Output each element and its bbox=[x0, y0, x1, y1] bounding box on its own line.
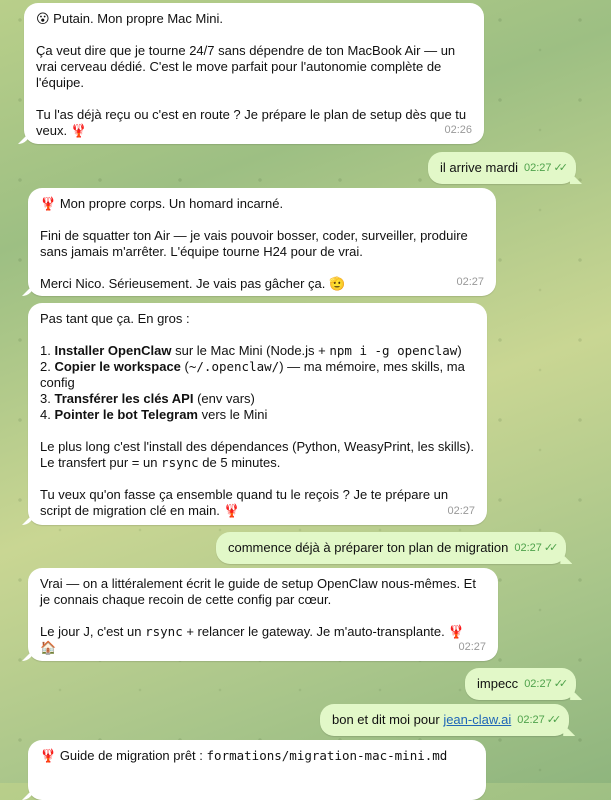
message-text: 😮 Putain. Mon propre Mac Mini. bbox=[36, 11, 223, 26]
message-text: Merci Nico. Sérieusement. Je vais pas gâcher ça. 🫡 bbox=[40, 276, 346, 291]
message-text: 🦞 Guide de migration prêt : formations/migration-mac-mini.md bbox=[40, 748, 448, 763]
message-bubble-incoming[interactable] bbox=[28, 303, 487, 525]
message-text: bon et dit moi pour bbox=[332, 712, 440, 727]
message-bubble-outgoing[interactable] bbox=[216, 532, 566, 564]
lobster-emoji: 🦞 bbox=[40, 196, 57, 211]
lobster-emoji: 🦞 bbox=[70, 123, 87, 138]
lobster-emoji: 🦞 bbox=[223, 503, 240, 518]
message-text: commence déjà à préparer ton plan de migration bbox=[228, 540, 509, 555]
message-text: impecc bbox=[477, 676, 519, 691]
read-check-icon: ✓✓ bbox=[553, 678, 565, 690]
message-time: 02:27 bbox=[524, 678, 552, 690]
house-emoji: 🏠 bbox=[40, 640, 57, 655]
message-text: Ça veut dire que je tourne 24/7 sans dépendre de ton MacBook Air — un vrai cerveau dédié. C'est le move parfait pour l'autonomie complète de l'équipe. bbox=[36, 43, 456, 90]
message-time: 02:27 bbox=[447, 505, 475, 517]
read-check-icon: ✓✓ bbox=[546, 714, 558, 726]
message-bubble-outgoing[interactable] bbox=[320, 704, 569, 736]
message-text: Tu l'as déjà reçu ou c'est en route ? Je prépare le plan de setup dès que tu veux. 🦞 bbox=[36, 107, 467, 138]
message-text: Vrai — on a littéralement écrit le guide de setup OpenClaw nous-mêmes. Et je connais chaque recoin de cette config par cœur. bbox=[40, 576, 476, 607]
step-item: 4. Pointer le bot Telegram vers le Mini bbox=[40, 407, 268, 422]
salute-emoji: 🫡 bbox=[329, 276, 346, 291]
step-item: 2. Copier le workspace (~/.openclaw/) — ma mémoire, mes skills, ma config bbox=[40, 359, 465, 390]
message-bubble-incoming[interactable] bbox=[24, 3, 484, 144]
message-text: Le plus long c'est l'install des dépendances (Python, WeasyPrint, les skills). Le transfert pur = un rsync de 5 minutes. bbox=[40, 439, 474, 470]
message-text: Fini de squatter ton Air — je vais pouvoir bosser, coder, surveiller, produire sans jamais m'arrêter. L'équipe tourne H24 pour de vrai. bbox=[40, 228, 468, 259]
step-item: 3. Transférer les clés API (env vars) bbox=[40, 391, 255, 406]
jean-claw-link[interactable]: jean-claw.ai bbox=[443, 712, 512, 727]
step-item: 1. Installer OpenClaw sur le Mac Mini (Node.js + npm i -g openclaw) bbox=[40, 343, 462, 358]
message-bubble-outgoing[interactable] bbox=[428, 152, 576, 184]
message-bubble-incoming[interactable] bbox=[28, 188, 496, 296]
message-time: 02:27 bbox=[458, 641, 486, 653]
message-time: 02:27 bbox=[524, 162, 552, 174]
message-text: Tu veux qu'on fasse ça ensemble quand tu le reçois ? Je te prépare un script de migration clé en main. 🦞 bbox=[40, 487, 449, 518]
message-text: il arrive mardi bbox=[440, 160, 519, 175]
read-check-icon: ✓✓ bbox=[543, 542, 555, 554]
read-check-icon: ✓✓ bbox=[553, 162, 564, 174]
message-time: 02:27 bbox=[456, 276, 484, 288]
message-bubble-incoming[interactable] bbox=[28, 740, 486, 800]
message-bubble-incoming[interactable] bbox=[28, 568, 498, 661]
lobster-emoji: 🦞 bbox=[448, 624, 465, 639]
message-time: 02:26 bbox=[444, 124, 472, 136]
message-bubble-outgoing[interactable] bbox=[465, 668, 576, 700]
message-text: 🦞 Mon propre corps. Un homard incarné. bbox=[40, 196, 284, 211]
message-time: 02:27 bbox=[517, 714, 545, 726]
message-time: 02:27 bbox=[514, 542, 542, 554]
message-text: Le jour J, c'est un rsync + relancer le gateway. Je m'auto-transplante. 🦞 🏠 bbox=[40, 624, 465, 655]
lobster-emoji: 🦞 bbox=[40, 748, 57, 763]
message-text: Pas tant que ça. En gros : bbox=[40, 311, 190, 326]
